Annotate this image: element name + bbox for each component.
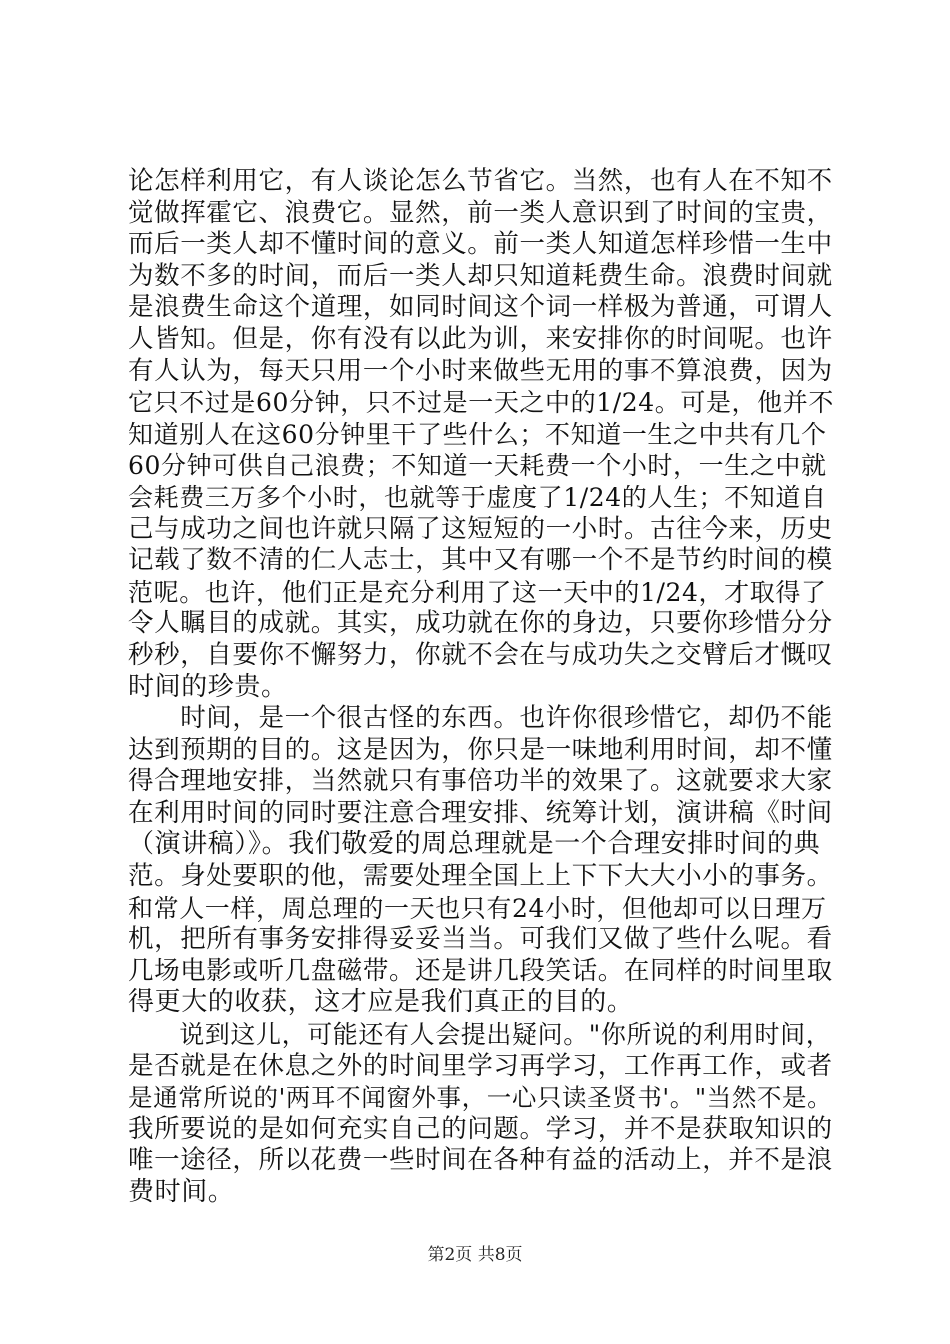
text-line: 是否就是在休息之外的时间里学习再学习，工作再工作，或者	[128, 1050, 833, 1081]
text-line: 觉做挥霍它、浪费它。显然，前一类人意识到了时间的宝贵，	[128, 197, 833, 228]
text-line: 人皆知。但是，你有没有以此为训，来安排你的时间呢。也许	[128, 323, 833, 354]
text-line: 记载了数不清的仁人志士，其中又有哪一个不是节约时间的模	[128, 545, 833, 576]
text-line: 它只不过是60分钟，只不过是一天之中的1/24。可是，他并不	[128, 388, 834, 418]
text-line: 是浪费生命这个道理，如同时间这个词一样极为普通，可谓人	[128, 292, 833, 323]
text-line: 是通常所说的'两耳不闻窗外事，一心只读圣贤书'。"当然不是。	[128, 1083, 833, 1113]
text-line: 几场电影或听几盘磁带。还是讲几段笑话。在同样的时间里取	[128, 955, 833, 986]
text-line: 范。身处要职的他，需要处理全国上上下下大大小小的事务。	[128, 861, 833, 892]
text-line: 在利用时间的同时要注意合理安排、统筹计划，演讲稿《时间	[128, 797, 833, 828]
text-line: 费时间。	[128, 1177, 235, 1207]
text-line: 有人认为，每天只用一个小时来做些无用的事不算浪费，因为	[128, 355, 833, 386]
body-text	[128, 166, 834, 1209]
text-line: 我所要说的是如何充实自己的问题。学习，并不是获取知识的	[128, 1113, 833, 1144]
text-line: 论怎样利用它，有人谈论怎么节省它。当然，也有人在不知不	[128, 166, 833, 196]
text-line: 秒秒，自要你不懈努力，你就不会在与成功失之交臂后才慨叹	[128, 639, 833, 670]
text-line: 会耗费三万多个小时，也就等于虚度了1/24的人生；不知道自	[128, 482, 827, 512]
text-line: （演讲稿）》。我们敬爱的周总理就是一个合理安排时间的典	[128, 829, 821, 860]
text-line: 唯一途径，所以花费一些时间在各种有益的活动上，并不是浪	[128, 1145, 833, 1176]
text-line: 说到这儿，可能还有人会提出疑问。"你所说的利用时间，	[128, 1020, 832, 1050]
text-line: 范呢。也许，他们正是充分利用了这一天中的1/24，才取得了	[128, 577, 827, 607]
text-line: 知道别人在这60分钟里干了些什么；不知道一生之中共有几个	[128, 419, 827, 449]
text-line: 得合理地安排，当然就只有事倍功半的效果了。这就要求大家	[128, 766, 833, 797]
page-number-footer: 第2页 共8页	[427, 1245, 523, 1265]
text-line: 和常人一样，周总理的一天也只有24小时，但他却可以日理万	[128, 893, 827, 923]
text-line: 为数不多的时间，而后一类人却只知道耗费生命。浪费时间就	[128, 260, 833, 291]
text-line: 而后一类人却不懂时间的意义。前一类人知道怎样珍惜一生中	[128, 229, 833, 260]
text-line: 机，把所有事务安排得妥妥当当。可我们又做了些什么呢。看	[128, 924, 833, 955]
text-line: 己与成功之间也许就只隔了这短短的一小时。古往今来，历史	[128, 513, 833, 544]
text-line: 时间的珍贵。	[128, 671, 288, 702]
text-line: 得更大的收获，这才应是我们真正的目的。	[128, 987, 634, 1018]
text-line: 达到预期的目的。这是因为，你只是一味地利用时间，却不懂	[128, 734, 833, 765]
text-line: 60分钟可供自己浪费；不知道一天耗费一个小时，一生之中就	[128, 451, 827, 481]
text-line: 令人瞩目的成就。其实，成功就在你的身边，只要你珍惜分分	[128, 608, 833, 639]
text-line: 时间，是一个很古怪的东西。也许你很珍惜它，却仍不能	[128, 703, 833, 734]
